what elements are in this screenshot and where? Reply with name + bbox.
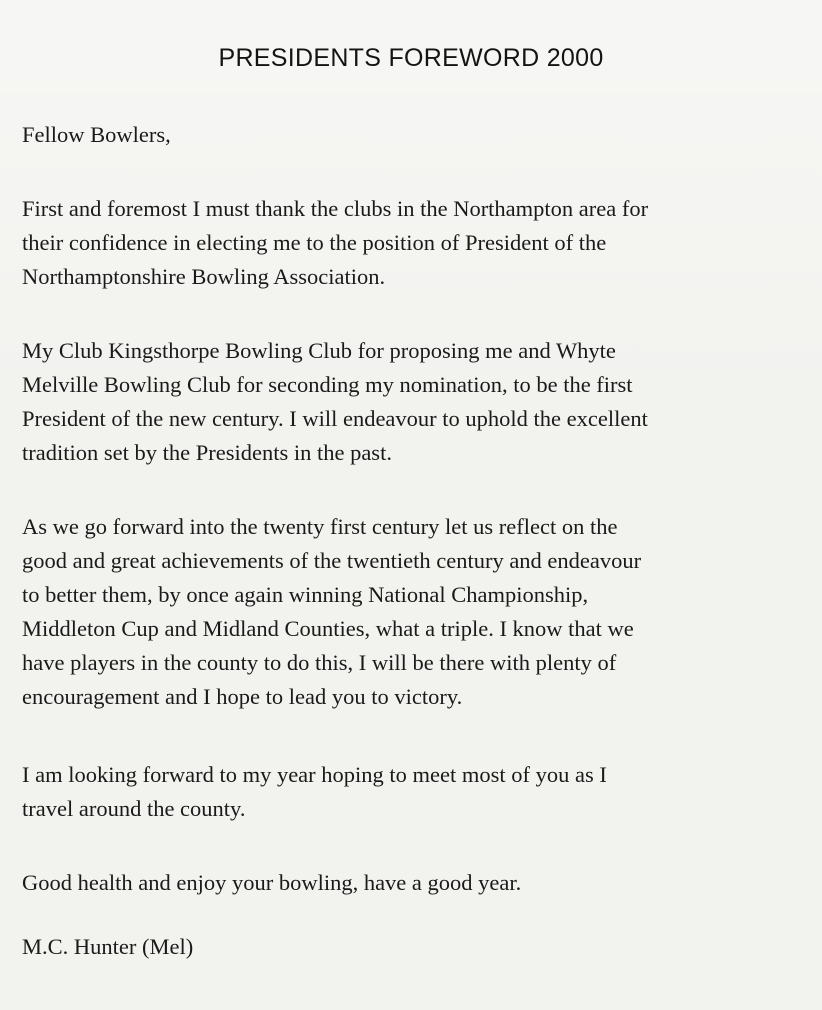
paragraph-looking-forward: [22, 758, 792, 826]
paragraph-line: good and great achievements of the twentieth century and endeavour: [22, 548, 642, 573]
paragraph-century: [22, 510, 792, 714]
paragraph-closing: [22, 866, 792, 900]
paragraph-line: to better them, by once again winning National Championship,: [22, 582, 589, 607]
page-title: PRESIDENTS FOREWORD 2000: [218, 44, 604, 72]
paragraph-line: have players in the county to do this, I will be there with plenty of: [22, 650, 617, 675]
paragraph-thanks: [22, 192, 792, 294]
paragraph-line: tradition set by the Presidents in the past.: [22, 440, 392, 465]
salutation: Fellow Bowlers,: [22, 122, 171, 147]
paragraph-line: My Club Kingsthorpe Bowling Club for proposing me and Whyte: [22, 338, 616, 363]
signature: M.C. Hunter (Mel): [22, 934, 194, 959]
paragraph-line: Melville Bowling Club for seconding my nomination, to be the first: [22, 372, 633, 397]
paragraph-line: Northamptonshire Bowling Association.: [22, 264, 386, 289]
paragraph-line: I am looking forward to my year hoping to meet most of you as I: [22, 762, 607, 787]
paragraph-nomination: [22, 334, 792, 470]
paragraph-line: their confidence in electing me to the position of President of the: [22, 230, 607, 255]
paragraph-line: Good health and enjoy your bowling, have a good year.: [22, 870, 522, 895]
paragraph-line: First and foremost I must thank the clubs in the Northampton area for: [22, 196, 649, 221]
paragraph-line: encouragement and I hope to lead you to victory.: [22, 684, 463, 709]
paragraph-line: travel around the county.: [22, 796, 246, 821]
paragraph-line: President of the new century. I will endeavour to uphold the excellent: [22, 406, 648, 431]
paragraph-line: Middleton Cup and Midland Counties, what a triple. I know that we: [22, 616, 634, 641]
paragraph-line: As we go forward into the twenty first century let us reflect on the: [22, 514, 618, 539]
